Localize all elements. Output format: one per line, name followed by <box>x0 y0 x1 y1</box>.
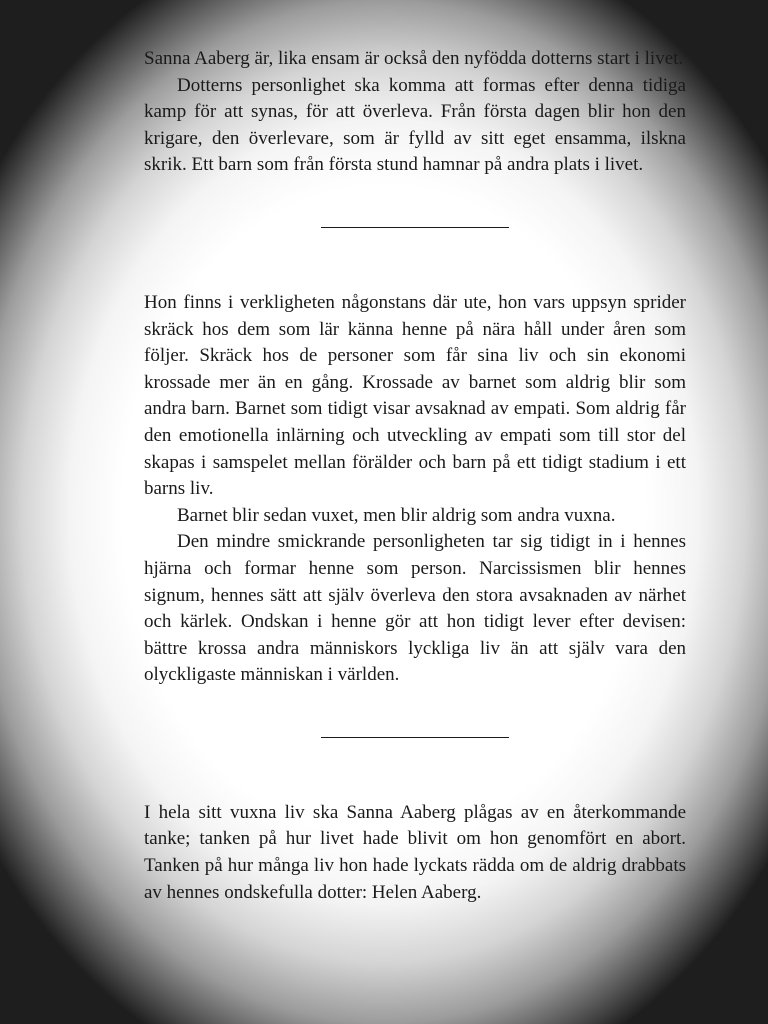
section-2 <box>144 290 686 689</box>
paragraph: Den mindre smickrande personligheten tar sig tidigt in i hennes hjärna och formar henne som person. Narcissismen blir hennes signum, hennes sätt att själv överleva den stora avsaknaden av närhet och kärlek. Ondskan i henne gör att hon tidigt lever efter devisen: bättre krossa andra människors lyckliga liv än att själv vara den olyckligaste människan i världen. <box>144 531 686 686</box>
text-column <box>144 46 686 906</box>
section-1 <box>144 46 686 179</box>
paragraph: I hela sitt vuxna liv ska Sanna Aaberg plågas av en återkommande tanke; tanken på hur livet hade blivit om hon genomfört en abort. Tanken på hur många liv hon hade lyckats rädda om de aldrig drabbats av hennes ondskefulla dotter: Helen Aaberg. <box>144 801 686 903</box>
paragraph: Barnet blir sedan vuxet, men blir aldrig som andra vuxna. <box>177 504 616 526</box>
paragraph: Hon finns i verkligheten någonstans där ute, hon vars uppsyn sprider skräck hos dem som lär känna henne på nära håll under åren som följer. Skräck hos de personer som får sina liv och sin ekonomi krossade mer än en gång. Krossade av barnet som aldrig blir som andra barn. Barnet som tidigt visar avsaknad av empati. Som aldrig får den emotionella inlärning och utveckling av empati som till stor del skapas i samspelet mellan förälder och barn på ett tidigt stadium i ett barns liv. <box>144 291 686 500</box>
section-divider <box>321 227 509 228</box>
section-divider <box>321 737 509 738</box>
paragraph: Sanna Aaberg är, lika ensam är också den nyfödda dotterns start i livet. <box>144 48 684 69</box>
section-3 <box>144 800 686 906</box>
paragraph: Dotterns personlighet ska komma att formas efter denna tidiga kamp för att synas, för att överleva. Från första dagen blir hon den krigare, den överlevare, som är fylld av sitt eget ensamma, ilskna skrik. Ett barn som från första stund hamnar på andra plats i livet. <box>144 74 686 176</box>
